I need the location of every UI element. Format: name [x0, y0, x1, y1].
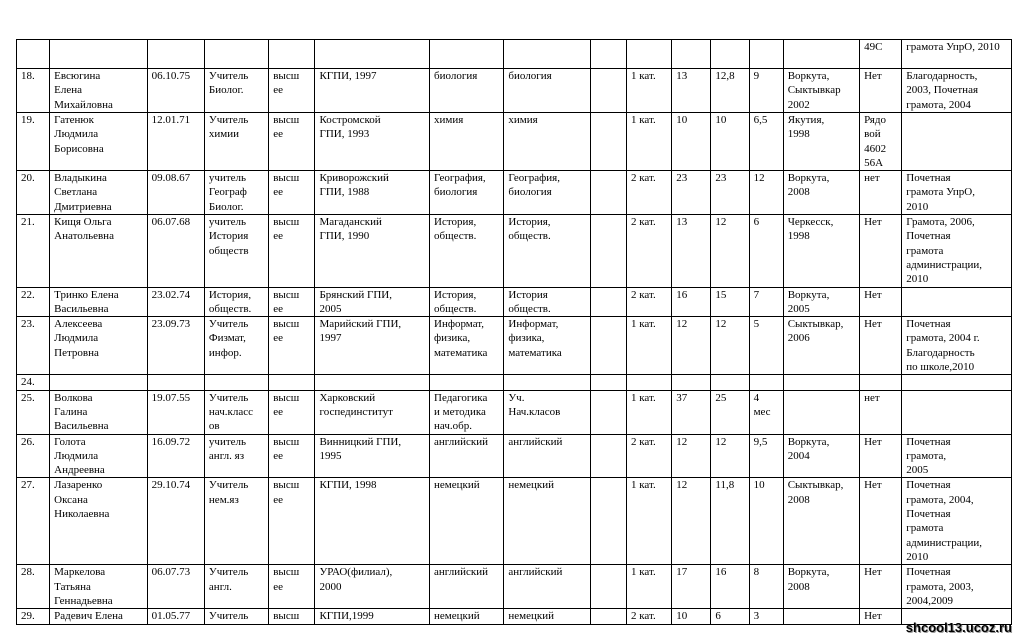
- cell-reserve: Нет: [860, 434, 902, 478]
- table-row: [17, 171, 1012, 215]
- cell-exp2: 6: [711, 609, 749, 625]
- cell-birth: 09.08.67: [147, 171, 204, 215]
- cell-reserve: Нет: [860, 287, 902, 317]
- cell-spec2: Уч. Нач.класов: [504, 390, 590, 434]
- cell-blank: [590, 390, 626, 434]
- cell-exp3: [749, 40, 783, 69]
- cell-course: Черкесск, 1998: [783, 215, 859, 287]
- cell-exp1: 13: [672, 215, 711, 287]
- cell-exp1: 10: [672, 609, 711, 625]
- cell-birth: 29.10.74: [147, 478, 204, 565]
- cell-cat: [626, 375, 671, 390]
- cell-spec2: немецкий: [504, 478, 590, 565]
- cell-position: Учитель нач.класс ов: [204, 390, 268, 434]
- cell-cat: 2 кат.: [626, 215, 671, 287]
- cell-edu: высш ее: [269, 113, 315, 171]
- cell-birth: 12.01.71: [147, 113, 204, 171]
- cell-name: Лазаренко Оксана Николаевна: [50, 478, 147, 565]
- cell-exp3: 3: [749, 609, 783, 625]
- cell-birth: [147, 40, 204, 69]
- cell-blank: [590, 434, 626, 478]
- table-row: [17, 113, 1012, 171]
- cell-cat: 1 кат.: [626, 113, 671, 171]
- cell-exp2: 10: [711, 113, 749, 171]
- cell-reserve: Нет: [860, 215, 902, 287]
- cell-name: [50, 40, 147, 69]
- cell-birth: 06.07.73: [147, 565, 204, 609]
- cell-edu: высш ее: [269, 69, 315, 113]
- table-row: [17, 317, 1012, 375]
- cell-exp3: 7: [749, 287, 783, 317]
- cell-cat: 1 кат.: [626, 69, 671, 113]
- cell-spec2: биология: [504, 69, 590, 113]
- cell-course: Воркута, 2008: [783, 171, 859, 215]
- cell-course: Воркута, Сыктывкар 2002: [783, 69, 859, 113]
- cell-position: [204, 40, 268, 69]
- cell-spec2: [504, 40, 590, 69]
- cell-spec1: английский: [430, 434, 504, 478]
- cell-exp2: 16: [711, 565, 749, 609]
- cell-awards: Почетная грамота УпрО, 2010: [902, 171, 1012, 215]
- table-row: [17, 390, 1012, 434]
- cell-blank: [590, 375, 626, 390]
- cell-course: [783, 375, 859, 390]
- cell-position: Учитель Физмат, инфор.: [204, 317, 268, 375]
- cell-position: Учитель Биолог.: [204, 69, 268, 113]
- cell-num: 27.: [17, 478, 50, 565]
- cell-position: Учитель англ.: [204, 565, 268, 609]
- cell-num: 20.: [17, 171, 50, 215]
- cell-blank: [590, 69, 626, 113]
- cell-inst: КГПИ, 1997: [315, 69, 430, 113]
- cell-blank: [590, 40, 626, 69]
- cell-spec2: [504, 375, 590, 390]
- cell-inst: Брянский ГПИ, 2005: [315, 287, 430, 317]
- cell-edu: высш ее: [269, 565, 315, 609]
- cell-name: Гатенюк Людмила Борисовна: [50, 113, 147, 171]
- cell-num: 29.: [17, 609, 50, 625]
- cell-spec2: английский: [504, 565, 590, 609]
- cell-exp2: [711, 375, 749, 390]
- cell-edu: высш ее: [269, 478, 315, 565]
- cell-exp3: 10: [749, 478, 783, 565]
- cell-position: учитель англ. яз: [204, 434, 268, 478]
- cell-awards: Почетная грамота, 2004, Почетная грамота администрации, 2010: [902, 478, 1012, 565]
- cell-exp2: [711, 40, 749, 69]
- cell-reserve: 49С: [860, 40, 902, 69]
- cell-exp1: [672, 375, 711, 390]
- cell-awards: Почетная грамота, 2004 г. Благодарность по школе,2010: [902, 317, 1012, 375]
- table-row: [17, 40, 1012, 69]
- cell-reserve: Нет: [860, 69, 902, 113]
- cell-course: Сыктывкар, 2006: [783, 317, 859, 375]
- cell-name: Голота Людмила Андреевна: [50, 434, 147, 478]
- cell-birth: 23.02.74: [147, 287, 204, 317]
- cell-num: 22.: [17, 287, 50, 317]
- cell-name: Кищя Ольга Анатольевна: [50, 215, 147, 287]
- cell-exp3: [749, 375, 783, 390]
- cell-reserve: Нет: [860, 565, 902, 609]
- cell-awards: Грамота, 2006, Почетная грамота администрации, 2010: [902, 215, 1012, 287]
- cell-blank: [590, 287, 626, 317]
- cell-birth: 06.10.75: [147, 69, 204, 113]
- cell-cat: 1 кат.: [626, 565, 671, 609]
- cell-edu: высш ее: [269, 390, 315, 434]
- cell-exp3: 9,5: [749, 434, 783, 478]
- cell-blank: [590, 565, 626, 609]
- cell-exp1: 13: [672, 69, 711, 113]
- cell-reserve: нет: [860, 171, 902, 215]
- cell-spec1: История, обществ.: [430, 215, 504, 287]
- cell-inst: УРАО(филиал), 2000: [315, 565, 430, 609]
- cell-blank: [590, 609, 626, 625]
- cell-spec1: [430, 40, 504, 69]
- cell-edu: высш ее: [269, 215, 315, 287]
- cell-course: Воркута, 2005: [783, 287, 859, 317]
- cell-birth: 06.07.68: [147, 215, 204, 287]
- cell-reserve: нет: [860, 390, 902, 434]
- cell-birth: [147, 375, 204, 390]
- cell-spec1: История, обществ.: [430, 287, 504, 317]
- cell-edu: высш ее: [269, 317, 315, 375]
- cell-spec1: Педагогика и методика нач.обр.: [430, 390, 504, 434]
- cell-exp2: 25: [711, 390, 749, 434]
- cell-edu: высш ее: [269, 434, 315, 478]
- cell-course: Якутия, 1998: [783, 113, 859, 171]
- cell-cat: 1 кат.: [626, 317, 671, 375]
- cell-course: Сыктывкар, 2008: [783, 478, 859, 565]
- cell-exp1: 16: [672, 287, 711, 317]
- cell-spec2: География, биология: [504, 171, 590, 215]
- cell-name: Владыкина Светлана Дмитриевна: [50, 171, 147, 215]
- cell-exp3: 5: [749, 317, 783, 375]
- cell-reserve: Нет: [860, 609, 902, 625]
- cell-spec1: английский: [430, 565, 504, 609]
- cell-awards: [902, 113, 1012, 171]
- cell-num: 26.: [17, 434, 50, 478]
- cell-inst: КГПИ, 1998: [315, 478, 430, 565]
- table-row: [17, 478, 1012, 565]
- cell-spec2: немецкий: [504, 609, 590, 625]
- cell-position: Учитель нем.яз: [204, 478, 268, 565]
- cell-cat: 2 кат.: [626, 171, 671, 215]
- cell-exp2: 11,8: [711, 478, 749, 565]
- cell-num: 25.: [17, 390, 50, 434]
- cell-exp3: 6: [749, 215, 783, 287]
- cell-num: 28.: [17, 565, 50, 609]
- cell-course: [783, 390, 859, 434]
- cell-name: Евсюгина Елена Михайловна: [50, 69, 147, 113]
- cell-reserve: [860, 375, 902, 390]
- cell-awards: Благодарность, 2003, Почетная грамота, 2004: [902, 69, 1012, 113]
- cell-num: [17, 40, 50, 69]
- site-watermark: shcool13.ucoz.ru: [905, 620, 1012, 635]
- cell-spec2: История обществ.: [504, 287, 590, 317]
- cell-blank: [590, 478, 626, 565]
- cell-spec2: История, обществ.: [504, 215, 590, 287]
- cell-num: 23.: [17, 317, 50, 375]
- cell-exp3: 9: [749, 69, 783, 113]
- cell-course: Воркута, 2004: [783, 434, 859, 478]
- cell-exp1: 12: [672, 317, 711, 375]
- cell-cat: 1 кат.: [626, 390, 671, 434]
- cell-exp1: 12: [672, 434, 711, 478]
- cell-position: История, обществ.: [204, 287, 268, 317]
- cell-exp3: 8: [749, 565, 783, 609]
- cell-spec1: биология: [430, 69, 504, 113]
- table-row: [17, 565, 1012, 609]
- table-row: [17, 434, 1012, 478]
- cell-inst: Марийский ГПИ, 1997: [315, 317, 430, 375]
- cell-inst: Костромской ГПИ, 1993: [315, 113, 430, 171]
- cell-awards: [902, 375, 1012, 390]
- cell-name: Алексеева Людмила Петровна: [50, 317, 147, 375]
- cell-exp2: 15: [711, 287, 749, 317]
- cell-blank: [590, 113, 626, 171]
- cell-awards: грамота УпрО, 2010: [902, 40, 1012, 69]
- cell-exp1: 10: [672, 113, 711, 171]
- cell-blank: [590, 171, 626, 215]
- cell-birth: 23.09.73: [147, 317, 204, 375]
- cell-exp2: 12,8: [711, 69, 749, 113]
- cell-exp1: 37: [672, 390, 711, 434]
- cell-position: учитель История обществ: [204, 215, 268, 287]
- table-row: [17, 69, 1012, 113]
- cell-spec1: Информат, физика, математика: [430, 317, 504, 375]
- cell-birth: 16.09.72: [147, 434, 204, 478]
- cell-course: [783, 40, 859, 69]
- cell-position: Учитель: [204, 609, 268, 625]
- cell-cat: [626, 40, 671, 69]
- cell-name: Тринко Елена Васильевна: [50, 287, 147, 317]
- cell-edu: высш ее: [269, 171, 315, 215]
- cell-awards: [902, 390, 1012, 434]
- cell-inst: Магаданский ГПИ, 1990: [315, 215, 430, 287]
- cell-inst: [315, 375, 430, 390]
- cell-exp1: 17: [672, 565, 711, 609]
- cell-exp2: 12: [711, 434, 749, 478]
- cell-blank: [590, 215, 626, 287]
- cell-spec1: химия: [430, 113, 504, 171]
- cell-spec1: немецкий: [430, 609, 504, 625]
- table-row: [17, 375, 1012, 390]
- table-body: [17, 40, 1012, 625]
- cell-course: Воркута, 2008: [783, 565, 859, 609]
- cell-reserve: Рядо вой 4602 56А: [860, 113, 902, 171]
- table-row: [17, 287, 1012, 317]
- cell-exp1: 23: [672, 171, 711, 215]
- cell-edu: [269, 40, 315, 69]
- cell-exp3: 12: [749, 171, 783, 215]
- cell-course: [783, 609, 859, 625]
- cell-inst: КГПИ,1999: [315, 609, 430, 625]
- cell-blank: [590, 317, 626, 375]
- cell-exp2: 23: [711, 171, 749, 215]
- cell-awards: Почетная грамота, 2005: [902, 434, 1012, 478]
- cell-exp2: 12: [711, 215, 749, 287]
- cell-spec1: География, биология: [430, 171, 504, 215]
- cell-name: Волкова Галина Васильевна: [50, 390, 147, 434]
- cell-exp1: [672, 40, 711, 69]
- cell-awards: Почетная грамота, 2003, 2004,2009: [902, 565, 1012, 609]
- cell-edu: высш: [269, 609, 315, 625]
- cell-num: 18.: [17, 69, 50, 113]
- cell-position: [204, 375, 268, 390]
- cell-position: учитель Географ Биолог.: [204, 171, 268, 215]
- cell-exp3: 6,5: [749, 113, 783, 171]
- cell-exp1: 12: [672, 478, 711, 565]
- table-row: [17, 609, 1012, 625]
- cell-spec2: английский: [504, 434, 590, 478]
- staff-table: [16, 39, 1012, 625]
- cell-exp3: 4 мес: [749, 390, 783, 434]
- cell-reserve: Нет: [860, 478, 902, 565]
- cell-spec1: немецкий: [430, 478, 504, 565]
- cell-position: Учитель химии: [204, 113, 268, 171]
- cell-edu: высш ее: [269, 287, 315, 317]
- cell-reserve: Нет: [860, 317, 902, 375]
- cell-name: Маркелова Татьяна Геннадьевна: [50, 565, 147, 609]
- cell-num: 19.: [17, 113, 50, 171]
- cell-awards: [902, 287, 1012, 317]
- cell-cat: 2 кат.: [626, 609, 671, 625]
- cell-inst: Криворожский ГПИ, 1988: [315, 171, 430, 215]
- cell-inst: Винницкий ГПИ, 1995: [315, 434, 430, 478]
- cell-num: 24.: [17, 375, 50, 390]
- cell-spec1: [430, 375, 504, 390]
- table-row: [17, 215, 1012, 287]
- cell-spec2: химия: [504, 113, 590, 171]
- cell-name: [50, 375, 147, 390]
- cell-spec2: Информат, физика, математика: [504, 317, 590, 375]
- cell-cat: 1 кат.: [626, 478, 671, 565]
- cell-edu: [269, 375, 315, 390]
- cell-name: Радевич Елена: [50, 609, 147, 625]
- cell-inst: [315, 40, 430, 69]
- cell-cat: 2 кат.: [626, 434, 671, 478]
- cell-inst: Харковский госпединститут: [315, 390, 430, 434]
- cell-cat: 2 кат.: [626, 287, 671, 317]
- cell-num: 21.: [17, 215, 50, 287]
- cell-birth: 01.05.77: [147, 609, 204, 625]
- cell-birth: 19.07.55: [147, 390, 204, 434]
- cell-exp2: 12: [711, 317, 749, 375]
